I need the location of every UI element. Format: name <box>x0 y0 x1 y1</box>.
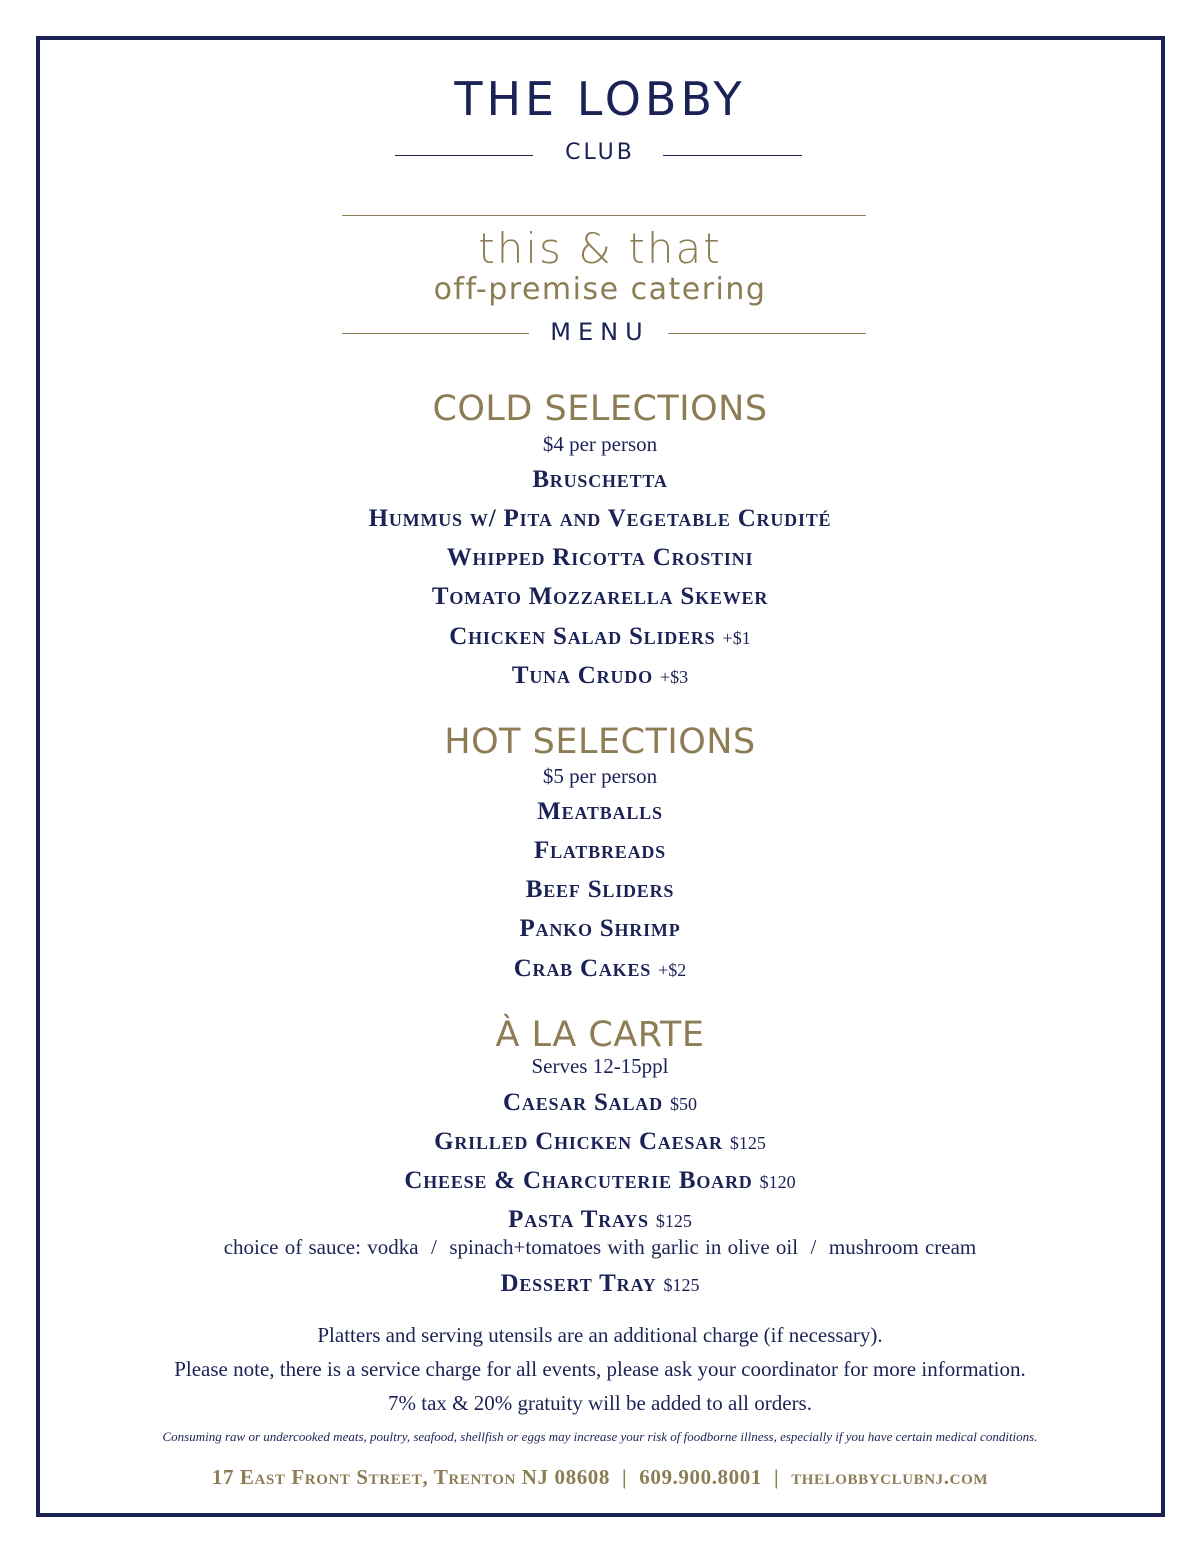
logo-subtitle: CLUB <box>565 140 635 165</box>
section-note-hot: $5 per person <box>542 764 658 788</box>
item-price: $125 <box>663 1275 700 1295</box>
top-gold-rule <box>342 215 866 216</box>
menu-item: Pasta Trays $125 <box>508 1206 692 1233</box>
menu-item: Hummus w/ Pita and Vegetable Crudité <box>368 505 832 532</box>
item-price: $125 <box>729 1133 766 1153</box>
footer-website[interactable]: thelobbyclubnj.com <box>791 1465 989 1489</box>
menu-item: Beef Sliders <box>525 876 675 903</box>
menu-item: Tomato Mozzarella Skewer <box>431 583 769 610</box>
menu-rule-right <box>668 333 866 334</box>
menu-item: Cheese & Charcuterie Board $120 <box>404 1167 796 1194</box>
footer-separator: | <box>622 1465 628 1489</box>
menu-item: Meatballs <box>537 798 663 825</box>
item-price: $125 <box>655 1211 692 1231</box>
menu-item: Whipped Ricotta Crostini <box>446 544 754 571</box>
menu-item: Grilled Chicken Caesar $125 <box>434 1128 766 1155</box>
menu-item: Chicken Salad Sliders +$1 <box>449 623 751 650</box>
menu-item: Crab Cakes +$2 <box>513 955 687 982</box>
item-price: +$1 <box>722 628 751 648</box>
section-note-cold: $4 per person <box>542 432 658 456</box>
footer-separator: | <box>773 1465 780 1489</box>
menu-item: Bruschetta <box>532 466 668 493</box>
section-title-hot: HOT SELECTIONS <box>444 722 756 762</box>
menu-item: Tuna Crudo +$3 <box>511 662 689 689</box>
footer-contact <box>0 1465 1200 1490</box>
logo-divider-right <box>663 155 802 156</box>
food-safety-disclaimer: Consuming raw or undercooked meats, poultry, seafood, shellfish or eggs may increase your risk of foodborne illness, especially if you have certain medical conditions. <box>162 1429 1038 1444</box>
note-platters: Platters and serving utensils are an additional charge (if necessary). <box>317 1323 883 1347</box>
footer-phone: 609.900.8001 <box>639 1465 762 1489</box>
section-title-a-la-carte: À LA CARTE <box>495 1015 705 1055</box>
footer-address: 17 East Front Street, Trenton NJ 08608 <box>211 1465 611 1489</box>
menu-item: Caesar Salad $50 <box>503 1089 697 1116</box>
item-price: +$2 <box>658 960 687 980</box>
subtitle-this-and-that: this & that <box>478 224 722 273</box>
section-note-a-la-carte: Serves 12-15ppl <box>531 1054 669 1078</box>
menu-item: Panko Shrimp <box>519 915 681 942</box>
subtitle-catering: off-premise catering <box>433 272 767 307</box>
note-tax-gratuity: 7% tax & 20% gratuity will be added to all orders. <box>388 1391 812 1415</box>
item-price: +$3 <box>659 667 689 687</box>
menu-item: Dessert Tray $125 <box>500 1270 700 1297</box>
logo-subtitle-row <box>0 140 1200 170</box>
item-price: $120 <box>759 1172 796 1192</box>
sauce-options: choice of sauce: vodka / spinach+tomatoes with garlic in olive oil / mushroom cream <box>223 1235 977 1259</box>
item-price: $50 <box>669 1094 697 1114</box>
menu-label: MENU <box>550 318 650 346</box>
logo-title: THE LOBBY <box>454 72 746 126</box>
section-title-cold: COLD SELECTIONS <box>432 389 768 429</box>
menu-item: Flatbreads <box>534 837 666 864</box>
note-service-charge: Please note, there is a service charge for all events, please ask your coordinator for more information. <box>174 1357 1026 1381</box>
